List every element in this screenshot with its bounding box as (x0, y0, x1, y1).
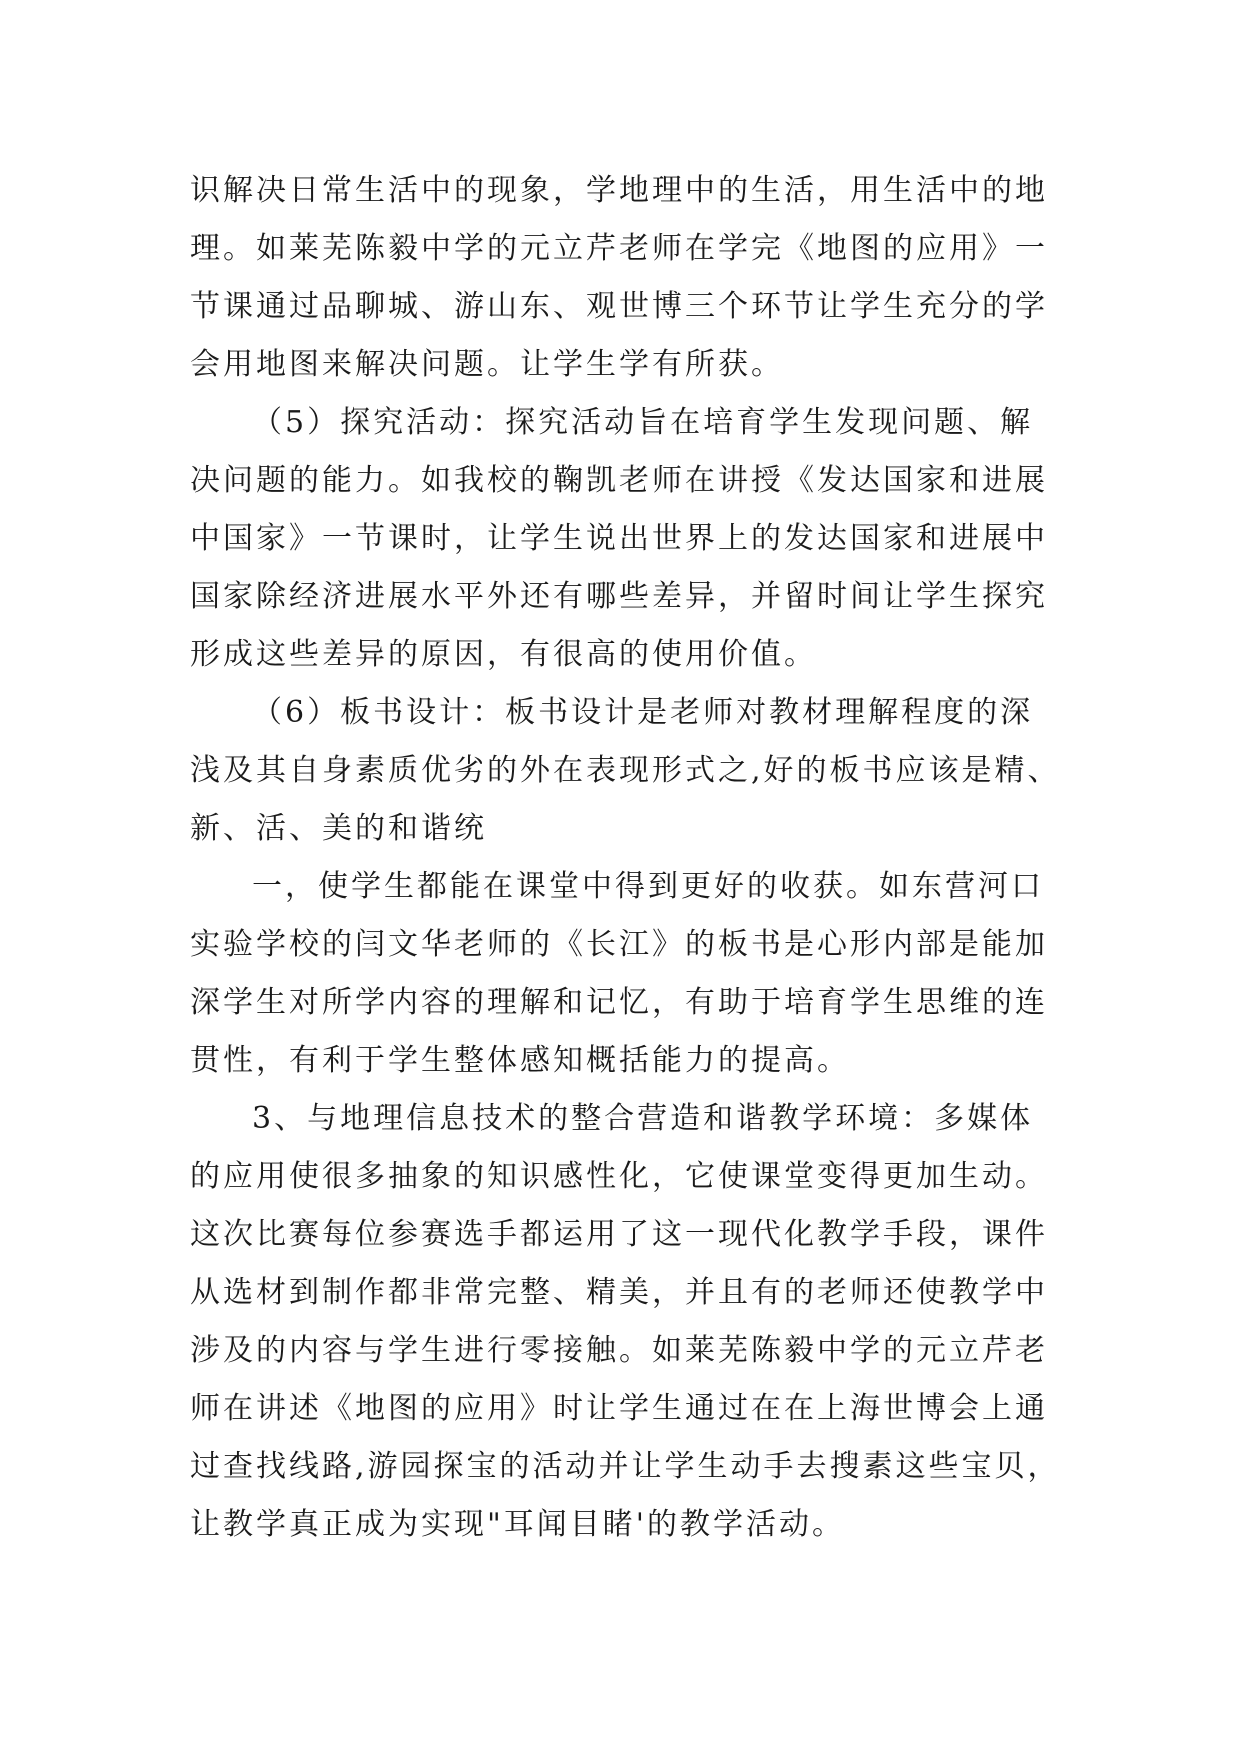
text-line: 新、活、美的和谐统 (190, 811, 487, 846)
text-line: 涉及的内容与学生进行零接触。如莱芜陈毅中学的元立芹老 (190, 1333, 1048, 1368)
paragraph-start-line: 一，使学生都能在课堂中得到更好的收获。如东营河口 (252, 869, 1044, 904)
text-line: 理。如莱芜陈毅中学的元立芹老师在学完《地图的应用》一 (190, 231, 1048, 266)
text-line: 师在讲述《地图的应用》时让学生通过在在上海世博会上通 (190, 1391, 1048, 1426)
text-line: 深学生对所学内容的理解和记忆，有助于培育学生思维的连 (190, 985, 1048, 1020)
text-line: 实验学校的闫文华老师的《长江》的板书是心形内部是能加 (190, 927, 1048, 962)
text-line: 中国家》一节课时，让学生说出世界上的发达国家和进展中 (190, 521, 1048, 556)
text-line: 决问题的能力。如我校的鞠凯老师在讲授《发达国家和进展 (190, 463, 1048, 498)
text-line: 让教学真正成为实现"耳闻目睹'的教学活动。 (190, 1507, 846, 1542)
text-line: 过查找线路,游园探宝的活动并让学生动手去搜素这些宝贝， (190, 1449, 1061, 1484)
body-text (190, 162, 1070, 1554)
paragraph-5-heading-line: （5）探究活动：探究活动旨在培育学生发现问题、解 (252, 405, 1034, 440)
text-line: 这次比赛每位参赛选手都运用了这一现代化教学手段，课件 (190, 1217, 1048, 1252)
text-line: 会用地图来解决问题。让学生学有所获。 (190, 347, 784, 382)
text-line: 识解决日常生活中的现象，学地理中的生活，用生活中的地 (190, 173, 1048, 208)
text-line: 浅及其自身素质优劣的外在表现形式之,好的板书应该是精、 (190, 753, 1061, 788)
section-3-heading-line: 3、与地理信息技术的整合营造和谐教学环境：多媒体 (252, 1101, 1034, 1136)
paragraph-6-heading-line: （6）板书设计：板书设计是老师对教材理解程度的深 (252, 695, 1034, 730)
text-line: 国家除经济进展水平外还有哪些差异，并留时间让学生探究 (190, 579, 1048, 614)
text-line: 节课通过品聊城、游山东、观世博三个环节让学生充分的学 (190, 289, 1048, 324)
text-line: 贯性，有利于学生整体感知概括能力的提高。 (190, 1043, 850, 1078)
text-line: 形成这些差异的原因，有很高的使用价值。 (190, 637, 817, 672)
text-line: 的应用使很多抽象的知识感性化，它使课堂变得更加生动。 (190, 1159, 1048, 1194)
text-line: 从选材到制作都非常完整、精美，并且有的老师还使教学中 (190, 1275, 1048, 1310)
